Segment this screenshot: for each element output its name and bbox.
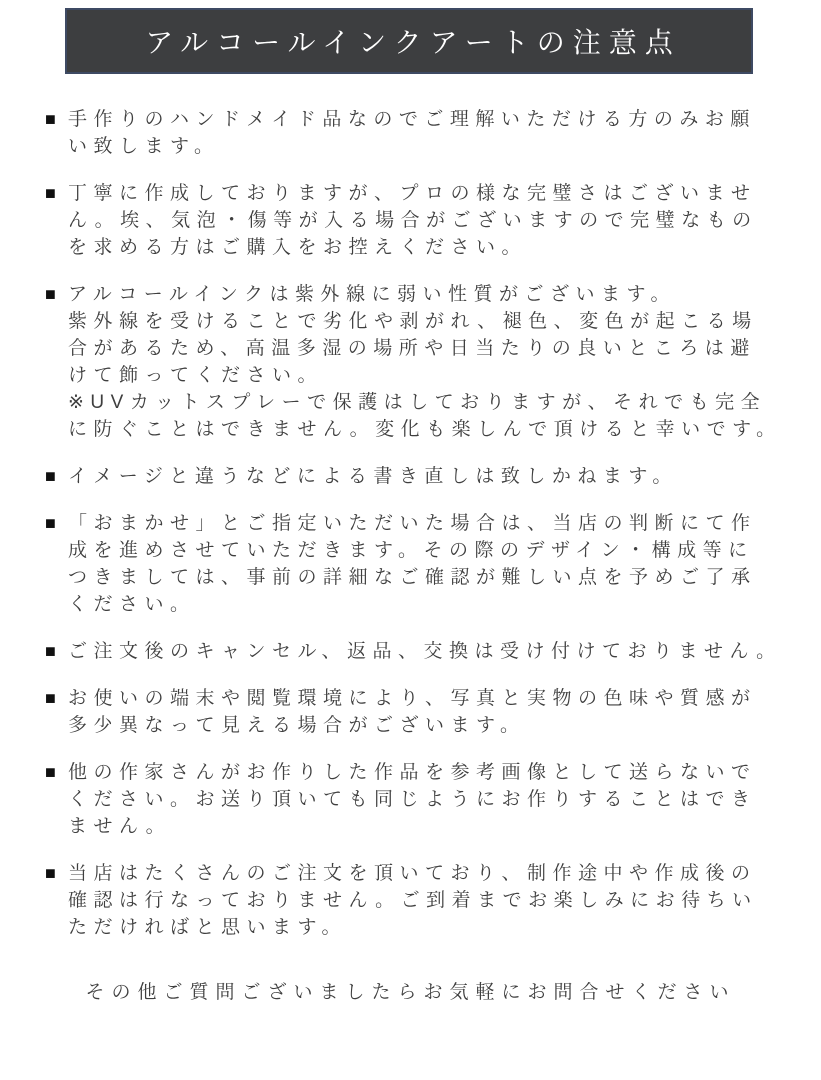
page-title-banner <box>65 8 753 74</box>
notice-line: ご注文後のキャンセル、返品、交換は受け付けておりません。 <box>68 641 782 662</box>
notice-line: 「おまかせ」とご指定いただいた場合は、当店の判断にて作 <box>68 513 757 534</box>
square-bullet-icon: ■ <box>45 513 56 533</box>
square-bullet-icon: ■ <box>45 183 56 203</box>
notice-text <box>68 281 781 443</box>
notice-item <box>45 106 781 160</box>
notice-line: 手作りのハンドメイド品なのでご理解いただける方のみお願 <box>68 109 756 130</box>
notice-text <box>68 638 781 665</box>
closing-note: その他ご質問ございましたらお気軽にお問合せください <box>85 982 736 1003</box>
notice-item <box>45 463 781 490</box>
notice-item <box>45 860 781 941</box>
notice-line: アルコールインクは紫外線に弱い性質がございます。 <box>68 284 677 305</box>
notice-line: けて飾ってください。 <box>68 365 324 386</box>
square-bullet-icon: ■ <box>45 109 56 129</box>
square-bullet-icon: ■ <box>45 641 56 661</box>
page-title: アルコールインクアートの注意点 <box>145 27 681 58</box>
notice-line: 確認は行なっておりません。ご到着までお楽しみにお待ちい <box>68 890 758 911</box>
notice-item <box>45 759 781 840</box>
square-bullet-icon: ■ <box>45 762 56 782</box>
notice-line: ん。埃、気泡・傷等が入る場合がございますので完璧なもの <box>68 210 758 231</box>
notice-line: 他の作家さんがお作りした作品を参考画像として送らないで <box>68 762 757 783</box>
notice-line: ください。 <box>68 594 196 615</box>
notice-item <box>45 510 781 618</box>
notice-line: 紫外線を受けることで劣化や剥がれ、褪色、変色が起こる場 <box>68 311 758 332</box>
notice-text <box>68 860 781 941</box>
notice-item <box>45 281 781 443</box>
square-bullet-icon: ■ <box>45 466 56 486</box>
notice-text <box>68 463 781 490</box>
notice-line: 合があるため、高温多湿の場所や日当たりの良いところは避 <box>68 338 756 359</box>
notice-line: つきましては、事前の詳細なご確認が難しい点を予めご了承 <box>68 567 757 588</box>
notice-line: イメージと違うなどによる書き直しは致しかねます。 <box>68 466 678 487</box>
notice-item <box>45 685 781 739</box>
notice-line: ください。お送り頂いても同じようにお作りすることはでき <box>68 789 757 810</box>
notice-line: お使いの端末や閲覧環境により、写真と実物の色味や質感が <box>68 688 757 709</box>
notice-line: 多少異なって見える場合がございます。 <box>68 715 526 736</box>
notice-line: 成を進めさせていただきます。その際のデザイン・構成等に <box>68 540 754 561</box>
square-bullet-icon: ■ <box>45 688 56 708</box>
notice-item <box>45 638 781 665</box>
notice-line: を求める方はご購入をお控えください。 <box>68 237 528 258</box>
square-bullet-icon: ■ <box>45 863 56 883</box>
notice-line: 丁寧に作成しておりますが、プロの様な完璧さはございませ <box>68 183 757 204</box>
square-bullet-icon: ■ <box>45 284 56 304</box>
notice-line: い致します。 <box>68 136 220 157</box>
notice-line: ※UVカットスプレーで保護はしておりますが、それでも完全 <box>68 392 767 413</box>
notice-line: に防ぐことはできません。変化も楽しんで頂けると幸いです。 <box>68 419 782 440</box>
notice-text <box>68 106 781 160</box>
notice-line: ません。 <box>68 816 172 837</box>
notice-line: 当店はたくさんのご注文を頂いており、制作途中や作成後の <box>68 863 757 884</box>
notice-item <box>45 180 781 261</box>
notice-text <box>68 180 781 261</box>
notice-text <box>68 510 781 618</box>
notice-line: ただければと思います。 <box>68 917 347 938</box>
notice-text <box>68 685 781 739</box>
notice-text <box>68 759 781 840</box>
notice-list <box>45 106 781 941</box>
